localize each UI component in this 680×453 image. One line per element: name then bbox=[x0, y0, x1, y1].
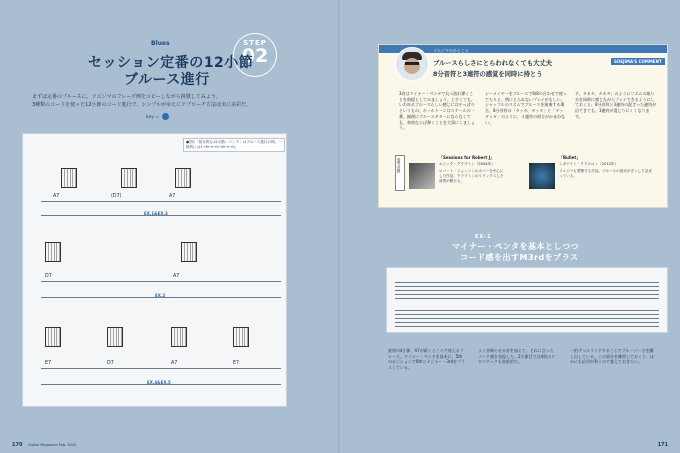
staff-line bbox=[395, 294, 659, 295]
comment-badge: SOEJIMA'S COMMENT bbox=[611, 58, 665, 65]
album-2-desc: ソエジマも愛聴する作品。ブルースの基本がぎっしり詰まっている。 bbox=[559, 169, 653, 179]
page-title-line1: セッション定番の12小節 bbox=[88, 55, 254, 71]
body-column-3: 一拍ずつスライドすることでブルージーさを醸し出している。この部分を練習しておくと、ほかにも応用が利くので覚えておきたい。 bbox=[570, 348, 654, 365]
step-word: STEP bbox=[243, 39, 267, 47]
comment-column-3: テ、タカタ、タカタ」のようにリズムの取り方を同時に感じながらプレイできるようにしておくと、8分音符と3連符の混ざった連符が出てきても、3連符が混じりにくくなります。 bbox=[575, 91, 657, 119]
example-label: EX.1&EX.3 bbox=[144, 211, 168, 216]
comment-card bbox=[378, 44, 668, 208]
album-cover-2[interactable] bbox=[529, 163, 555, 189]
chord-name: A7 bbox=[169, 194, 176, 199]
tab-line bbox=[395, 326, 659, 327]
chord-name: A7 bbox=[173, 274, 180, 279]
avatar bbox=[395, 47, 429, 81]
genre-label: Blues bbox=[151, 40, 170, 47]
page-number-right: 171 bbox=[657, 442, 668, 448]
lead-line1: まずは定番のブルースに。ソエジマのフレーズ例をコピーしながら挑戦してみよう。 bbox=[32, 94, 221, 100]
chord-name: D7 bbox=[45, 274, 52, 279]
chart-caption: ●図1「基本的な12小節／コンプ」はブルース進行の例。一般的には1→IV→I→V→IV→I→V。 bbox=[183, 138, 285, 152]
lead-line2: 3種類のコードを使った12小節のコード進行で、シンプルがゆえにアプローチ方法は実に多彩だ。 bbox=[32, 102, 252, 108]
album-cover-1[interactable] bbox=[409, 163, 435, 189]
staff-line bbox=[41, 201, 281, 202]
chord-diagram bbox=[107, 327, 123, 347]
comment-column-2: シーメイヤーをブルースで6/8の合わせで使ってたりと、例にとられないプレイがもしい。シャッフルのリズムでブルースを演奏する場合、8分音符の「タッタ、タッタ」と「タッタッタ」のように、３連符の両方がかまわない。 bbox=[485, 91, 567, 125]
chord-diagram bbox=[121, 168, 137, 188]
tab-line bbox=[395, 318, 659, 319]
chord-chart-sheet bbox=[22, 133, 287, 407]
chord-diagram bbox=[61, 168, 77, 188]
album-1-desc: ロバート・ジョンソンのカバーを中心にした作品。クラプトンのリラックスした演奏が聴ける。 bbox=[439, 169, 504, 184]
page-gutter bbox=[338, 0, 342, 453]
tab-line bbox=[395, 322, 659, 323]
speech-label: ソエジマのひとこと bbox=[433, 48, 469, 53]
example-label: EX.2 bbox=[155, 293, 166, 298]
tab-line bbox=[395, 310, 659, 311]
body-column-1: 最初の4小節、A7が続くところで使えるフレーズ。マイナー・ペンタを基本に、5thのポジションで6thとメジャー・3rdをプラスしている。 bbox=[388, 348, 466, 371]
body-column-2: よく音鳴らせる音を加えて、それに合ったコード感を表現した。2小節目では4拍のクロマチックも効果的だ。 bbox=[478, 348, 556, 365]
staff-line bbox=[395, 282, 659, 283]
chord-diagram bbox=[175, 168, 191, 188]
album-2-title: 「Bullet」 bbox=[559, 155, 581, 160]
chord-diagram bbox=[45, 242, 61, 262]
album-2-artist: レガナイト・クラスロン（2012年） bbox=[559, 162, 619, 166]
chord-diagram bbox=[181, 242, 197, 262]
album-1-title: 「Sessions for Robert J」 bbox=[439, 155, 495, 160]
chord-diagram bbox=[233, 327, 249, 347]
page-number-left: 170 Guitar Magazine Feb. 2020 bbox=[12, 442, 77, 448]
comment-column-1: 3音はマイナー・ペンタで丸つ流れ弾くことを前提としてみましょう。上手くても、いわゆるブルースらしい感じにはやっぱりというもの。ホールトーンはスケールの一番、無理にブルースギターにならなくても、余裕ならば弾くことを大事にしましょう。 bbox=[399, 91, 475, 131]
chord-name: D7 bbox=[107, 361, 114, 366]
chord-name: (D7) bbox=[111, 194, 122, 199]
step-number: 02 bbox=[241, 45, 269, 67]
chord-name: A7 bbox=[53, 194, 60, 199]
chord-diagram bbox=[45, 327, 61, 347]
example-notation bbox=[386, 267, 668, 333]
chord-name: E7 bbox=[45, 361, 52, 366]
staff-line bbox=[41, 368, 281, 369]
key-label: key = bbox=[146, 115, 160, 120]
chord-diagram bbox=[171, 327, 187, 347]
example-title-2: コード感を出すM3rdをプラス bbox=[460, 253, 579, 262]
example-title-1: マイナー・ペンタを基本としつつ bbox=[452, 242, 580, 251]
tab-line bbox=[395, 314, 659, 315]
staff-line bbox=[395, 286, 659, 287]
page-title-line2: ブルース進行 bbox=[124, 72, 210, 88]
comment-headline-1: ブルースらしさにとらわれなくても大丈夫 bbox=[433, 60, 553, 67]
example-label: EX.4&EX.5 bbox=[147, 380, 171, 385]
album-1-artist: エリック・クラプトン（2004年） bbox=[439, 162, 495, 166]
staff-line bbox=[41, 281, 281, 282]
comment-headline-2: 8分音符と3連符の感覚を同時に持とう bbox=[433, 71, 543, 78]
play-icon[interactable] bbox=[162, 113, 169, 120]
staff-line bbox=[395, 290, 659, 291]
key-indicator bbox=[146, 113, 169, 120]
chord-name: A7 bbox=[171, 361, 178, 366]
reference-label: 参考音源 bbox=[395, 155, 405, 191]
example-tag: EX-1 bbox=[475, 234, 492, 240]
chord-name: E7 bbox=[233, 361, 240, 366]
staff-line bbox=[395, 298, 659, 299]
